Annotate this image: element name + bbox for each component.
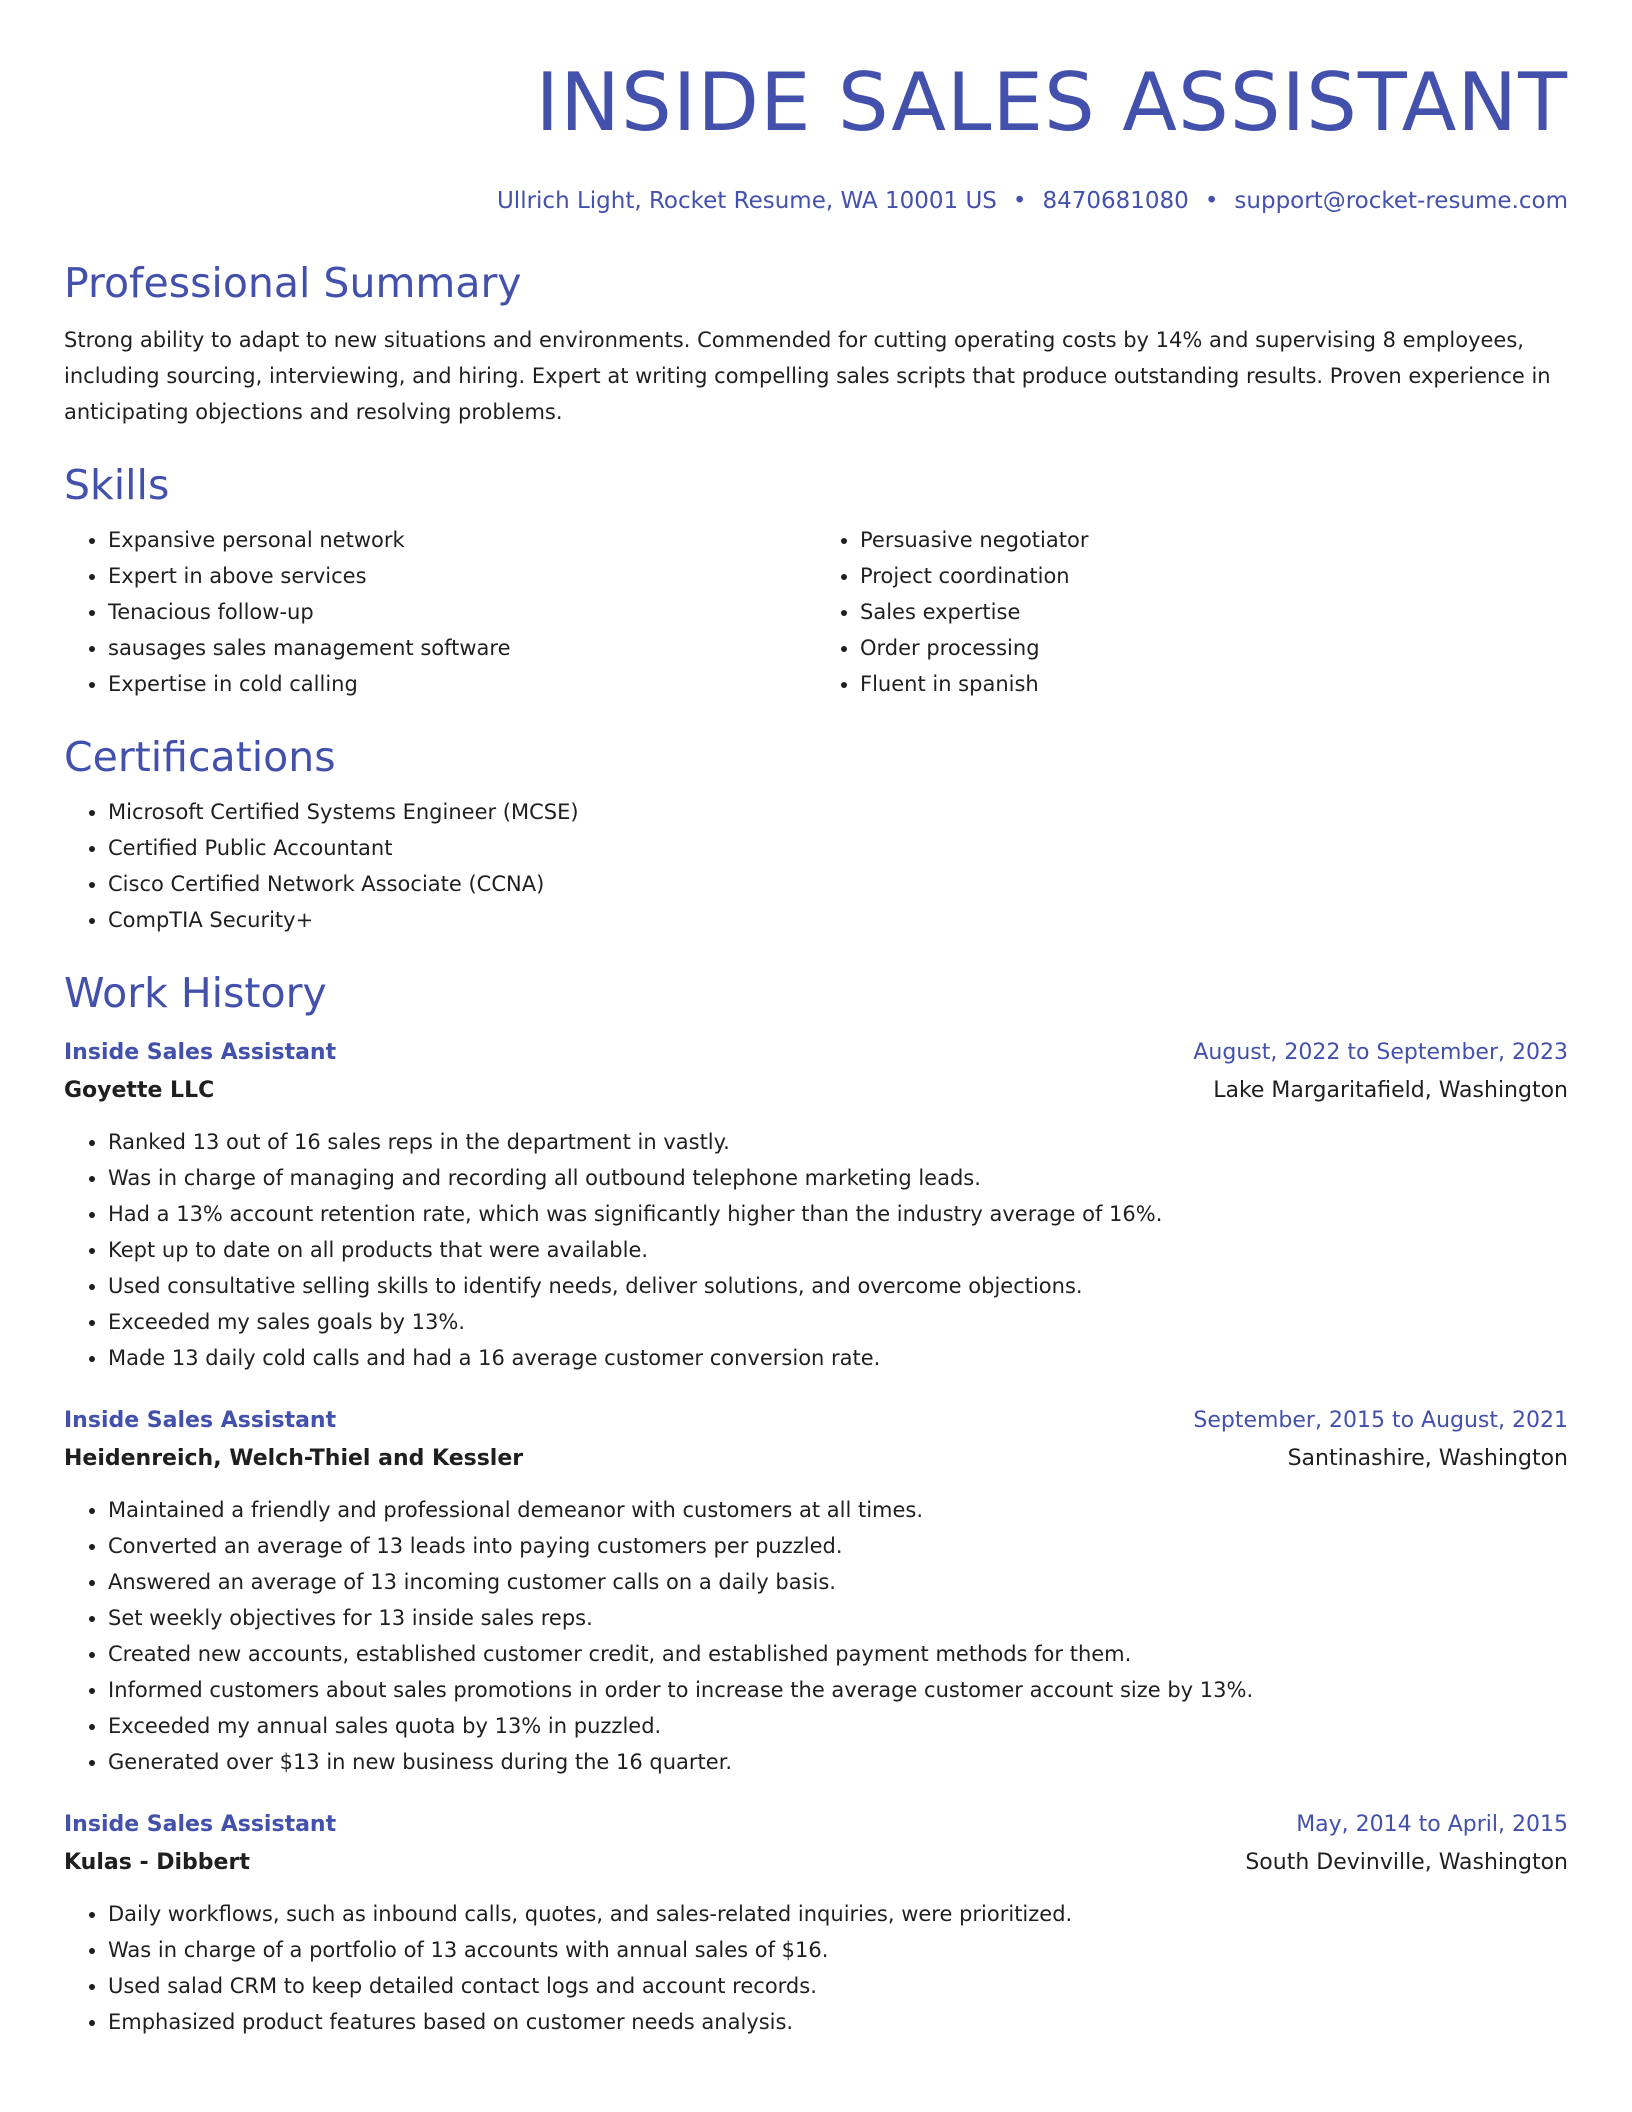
job-bullet: • Was in charge of managing and recording all outbound telephone marketing leads.	[108, 1160, 1568, 1196]
skill-item: • Order processing	[860, 630, 1568, 666]
job-bullet: • Generated over $13 in new business during the 16 quarter.	[108, 1744, 1568, 1780]
job-bullet: • Made 13 daily cold calls and had a 16 average customer conversion rate.	[108, 1340, 1568, 1376]
job-title-row	[64, 1402, 1568, 1440]
skill-item: • Project coordination	[860, 558, 1568, 594]
job-dates: May, 2014 to April, 2015	[1296, 1812, 1568, 1837]
job-bullet: • Ranked 13 out of 16 sales reps in the department in vastly.	[108, 1124, 1568, 1160]
certifications-heading: Certifications	[64, 733, 336, 781]
job-company-row	[64, 1072, 1568, 1110]
job-bullet: • Kept up to date on all products that were available.	[108, 1232, 1568, 1268]
job-location: Lake Margaritafield, Washington	[1213, 1078, 1568, 1103]
job-title: Inside Sales Assistant	[64, 1040, 337, 1065]
job-bullet: • Converted an average of 13 leads into paying customers per puzzled.	[108, 1528, 1568, 1564]
job-bullets	[64, 1896, 1568, 2040]
job-bullet: • Emphasized product features based on customer needs analysis.	[108, 2004, 1568, 2040]
skills-list-left	[64, 522, 816, 702]
job-bullet: • Was in charge of a portfolio of 13 accounts with annual sales of $16.	[108, 1932, 1568, 1968]
job-company: Kulas - Dibbert	[64, 1850, 250, 1875]
job-bullet: • Used consultative selling skills to identify needs, deliver solutions, and overcome objections.	[108, 1268, 1568, 1304]
skills-heading: Skills	[64, 461, 170, 509]
job-bullets	[64, 1492, 1568, 1780]
work-history-heading: Work History	[64, 969, 327, 1017]
skill-item: • Expertise in cold calling	[108, 666, 816, 702]
job-bullet: • Exceeded my sales goals by 13%.	[108, 1304, 1568, 1340]
certification-item: • Certified Public Accountant	[108, 830, 1568, 866]
job-title-row	[64, 1806, 1568, 1844]
certification-item: • CompTIA Security+	[108, 902, 1568, 938]
contact-separator: •	[1012, 188, 1027, 214]
job-bullet: • Had a 13% account retention rate, which was significantly higher than the industry average of 16%.	[108, 1196, 1568, 1232]
job-location: South Devinville, Washington	[1245, 1850, 1568, 1875]
job-company-row	[64, 1844, 1568, 1882]
contact-phone: 8470681080	[1042, 188, 1189, 214]
job-bullet: • Exceeded my annual sales quota by 13% in puzzled.	[108, 1708, 1568, 1744]
job-company: Heidenreich, Welch-Thiel and Kessler	[64, 1446, 524, 1471]
skills-list-right	[816, 522, 1568, 702]
certification-item: • Cisco Certified Network Associate (CCNA)	[108, 866, 1568, 902]
job-entry	[64, 1806, 1568, 2040]
job-bullet: • Used salad CRM to keep detailed contact logs and account records.	[108, 1968, 1568, 2004]
skill-item: • Expansive personal network	[108, 522, 816, 558]
job-bullets	[64, 1124, 1568, 1376]
job-location: Santinashire, Washington	[1287, 1446, 1568, 1471]
job-title: Inside Sales Assistant	[64, 1408, 337, 1433]
contact-address: Ullrich Light, Rocket Resume, WA 10001 US	[496, 188, 997, 214]
skill-item: • Sales expertise	[860, 594, 1568, 630]
job-bullet: • Maintained a friendly and professional demeanor with customers at all times.	[108, 1492, 1568, 1528]
job-bullet: • Created new accounts, established customer credit, and established payment methods for them.	[108, 1636, 1568, 1672]
job-entry	[64, 1034, 1568, 1376]
job-company-row	[64, 1440, 1568, 1478]
job-title-row	[64, 1034, 1568, 1072]
job-dates: September, 2015 to August, 2021	[1193, 1408, 1568, 1433]
certifications-list	[64, 794, 1568, 938]
skills-columns	[64, 522, 1568, 702]
job-bullet: • Daily workflows, such as inbound calls, quotes, and sales-related inquiries, were prioritized.	[108, 1896, 1568, 1932]
skill-item: • Expert in above services	[108, 558, 816, 594]
job-title: Inside Sales Assistant	[64, 1812, 337, 1837]
summary-text: Strong ability to adapt to new situations and environments. Commended for cutting operating costs by 14% and supervising 8 employees, including sourcing, interviewing, and hiring. Expert at writing compelling sales scripts that produce outstanding results. Proven experience in anticipating objections and resolving problems.	[64, 328, 1551, 424]
certification-item: • Microsoft Certified Systems Engineer (MCSE)	[108, 794, 1568, 830]
resume-header	[64, 0, 1568, 216]
contact-line	[64, 186, 1568, 216]
job-dates: August, 2022 to September, 2023	[1193, 1040, 1568, 1065]
skill-item: • Fluent in spanish	[860, 666, 1568, 702]
summary-heading: Professional Summary	[64, 259, 522, 307]
job-entry	[64, 1402, 1568, 1780]
job-bullet: • Set weekly objectives for 13 inside sales reps.	[108, 1600, 1568, 1636]
job-bullet: • Answered an average of 13 incoming customer calls on a daily basis.	[108, 1564, 1568, 1600]
contact-separator: •	[1204, 188, 1219, 214]
job-company: Goyette LLC	[64, 1078, 215, 1103]
skill-item: • Persuasive negotiator	[860, 522, 1568, 558]
job-bullet: • Informed customers about sales promotions in order to increase the average customer account size by 13%.	[108, 1672, 1568, 1708]
skill-item: • sausages sales management software	[108, 630, 816, 666]
contact-email: support@rocket-resume.com	[1234, 188, 1568, 214]
skill-item: • Tenacious follow-up	[108, 594, 816, 630]
page-title: INSIDE SALES ASSISTANT	[535, 56, 1568, 149]
